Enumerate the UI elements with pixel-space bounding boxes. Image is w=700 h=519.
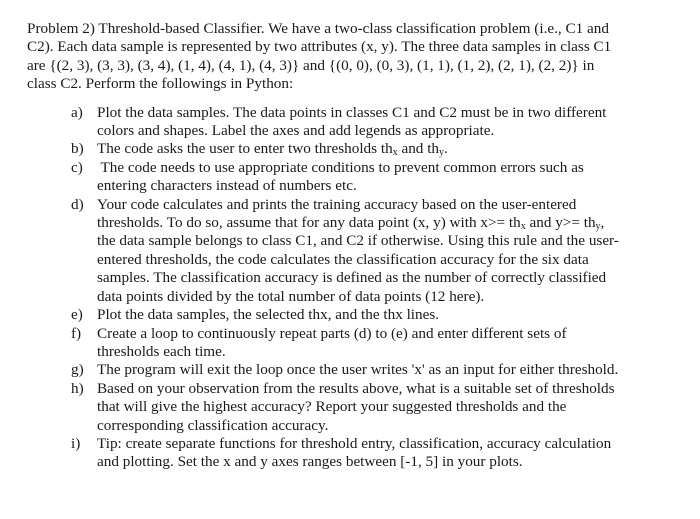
task-item-a [71, 104, 676, 141]
task-letter: h) [71, 379, 84, 397]
task-text [97, 159, 584, 196]
task-item-c [71, 159, 676, 196]
task-line: data points divided by the total number of data points (12 here). [97, 287, 485, 305]
task-letter: a) [71, 103, 83, 121]
task-text [97, 306, 439, 324]
intro-line: C2). Each data sample is represented by two attributes (x, y). The three data samples in class C1 [27, 38, 612, 56]
text-run: . [444, 140, 448, 158]
task-line: entered thresholds, the code calculates the classification accuracy for the six data [97, 250, 589, 268]
text-run: and th [397, 140, 440, 158]
task-line: The program will exit the loop once the user writes 'x' as an input for either threshold. [97, 361, 619, 379]
task-text [97, 380, 615, 435]
subscript: y [439, 147, 445, 159]
task-list [27, 104, 676, 472]
task-line: thresholds each time. [97, 342, 226, 360]
task-line: Create a loop to continuously repeat parts (d) to (e) and enter different sets of [97, 324, 567, 342]
intro-line: class C2. Perform the followings in Python: [27, 75, 294, 93]
task-line: and plotting. Set the x and y axes ranges between [-1, 5] in your plots. [97, 453, 523, 471]
subscript: x [392, 147, 398, 159]
task-item-e [71, 306, 676, 324]
task-letter: f) [71, 324, 82, 342]
task-item-f [71, 325, 676, 362]
task-line: Your code calculates and prints the training accuracy based on the user-entered [97, 195, 577, 213]
task-line [97, 214, 619, 232]
task-line [97, 140, 448, 158]
task-line: Plot the data samples. The data points in classes C1 and C2 must be in two different [97, 103, 607, 121]
text-run: , [600, 214, 605, 232]
task-line: Plot the data samples, the selected thx, and the thx lines. [97, 306, 440, 324]
task-line: entering characters instead of numbers etc. [97, 177, 357, 195]
task-letter: e) [71, 306, 83, 324]
task-text [97, 104, 606, 141]
task-text [97, 435, 611, 472]
task-letter: i) [71, 434, 81, 452]
intro-line: are {(2, 3), (3, 3), (3, 4), (1, 4), (4, 1), (4, 3)} and {(0, 0), (0, 3), (1, 1), (1, 2), (2, 1), (2, 2)} in [27, 56, 595, 74]
task-line: colors and shapes. Label the axes and add legends as appropriate. [97, 122, 495, 140]
subscript: y [595, 221, 601, 233]
task-line: corresponding classification accuracy. [97, 416, 329, 434]
text-run: thresholds. To do so, assume that for any data point (x, y) with x>= th [97, 214, 521, 232]
task-text [97, 196, 619, 306]
problem-intro [27, 20, 676, 94]
task-item-h [71, 380, 676, 435]
text-run: and y>= th [525, 214, 596, 232]
text-run: The code asks the user to enter two thresholds th [97, 140, 393, 158]
task-item-b [71, 140, 676, 158]
task-text [97, 325, 567, 362]
subscript: x [520, 221, 526, 233]
task-text [97, 361, 618, 379]
task-item-i [71, 435, 676, 472]
task-letter: b) [71, 140, 84, 158]
task-letter: d) [71, 195, 84, 213]
task-line: samples. The classification accuracy is defined as the number of correctly classified [97, 269, 607, 287]
task-line: Based on your observation from the results above, what is a suitable set of thresholds [97, 379, 615, 397]
task-line: that will give the highest accuracy? Report your suggested thresholds and the [97, 398, 567, 416]
task-line: the data sample belongs to class C1, and C2 if otherwise. Using this rule and the user- [97, 232, 619, 250]
task-letter: g) [71, 361, 84, 379]
intro-line: Problem 2) Threshold-based Classifier. We have a two-class classification problem (i.e., C1 and [27, 20, 609, 37]
task-line: The code needs to use appropriate conditions to prevent common errors such as [97, 158, 584, 176]
task-line: Tip: create separate functions for threshold entry, classification, accuracy calculation [97, 434, 612, 452]
task-item-g [71, 361, 676, 379]
task-letter: c) [71, 158, 83, 176]
task-text [97, 140, 448, 158]
task-item-d [71, 196, 676, 306]
